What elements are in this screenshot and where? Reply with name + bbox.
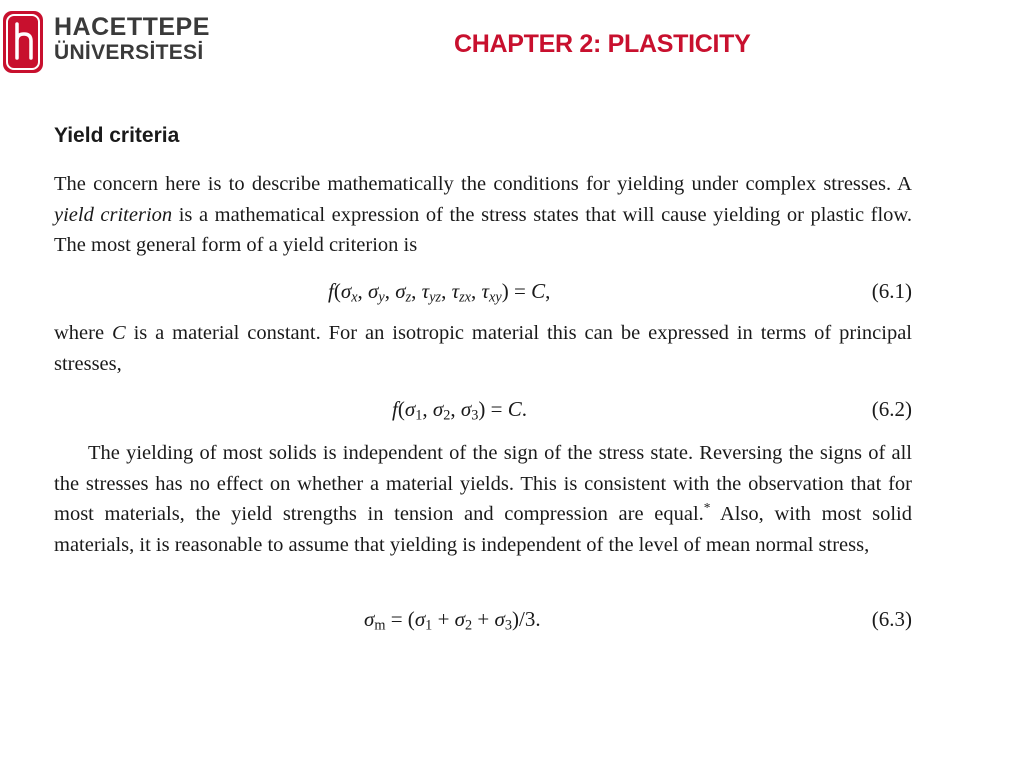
paragraph-material-constant: where C is a material constant. For an isotropic material this can be expressed in terms of principal stresses, <box>54 322 912 375</box>
logo-line-1: HACETTEPE <box>54 13 210 41</box>
paragraph-yielding-sign: The yielding of most solids is independent of the sign of the stress state. Reversing the signs of all the stresses has no effect on whether a material yields. This is consistent with the observation that for most materials, the yield strengths in tension and compression are equal.* Also, with most solid materials, it is reasonable to assume that yielding is independent of the level of mean normal stress, <box>54 442 912 556</box>
footnote-mark: * <box>703 500 711 516</box>
equation-6-1 <box>54 275 912 307</box>
equation-expression: $\sigma_m = (\sigma_1 + \sigma_2 + \sigma_3)/3$. <box>364 607 541 634</box>
logo-line-2: ÜNİVERSİTESİ <box>54 41 204 64</box>
equation-number: (6.1) <box>871 279 912 303</box>
equation-expression: $f(\sigma_1$, $\sigma_2$, $\sigma_3) = C$. <box>392 397 527 424</box>
equation-expression: $f(\sigma_x$, $\sigma_y$, $\sigma_z$, $\tau_{yz}$, $\tau_{zx}$, $\tau_{xy}) = C$, <box>328 279 551 306</box>
equation-6-3 <box>54 603 912 635</box>
equation-number: (6.3) <box>871 607 912 631</box>
section-heading: Yield criteria <box>54 124 180 147</box>
hacettepe-logo-icon <box>2 10 44 74</box>
university-logo-text <box>54 15 210 65</box>
slide-header <box>0 0 1024 90</box>
equation-6-2 <box>54 393 912 425</box>
yield-criterion-term: yield criterion <box>54 203 173 226</box>
chapter-title: CHAPTER 2: PLASTICITY <box>454 30 751 58</box>
equation-number: (6.2) <box>871 397 912 421</box>
paragraph-intro: The concern here is to describe mathematically the conditions for yielding under complex stresses. A yield criterion is a mathematical expression of the stress states that will cause yielding or plastic flow. The most general form of a yield criterion is <box>54 173 912 256</box>
